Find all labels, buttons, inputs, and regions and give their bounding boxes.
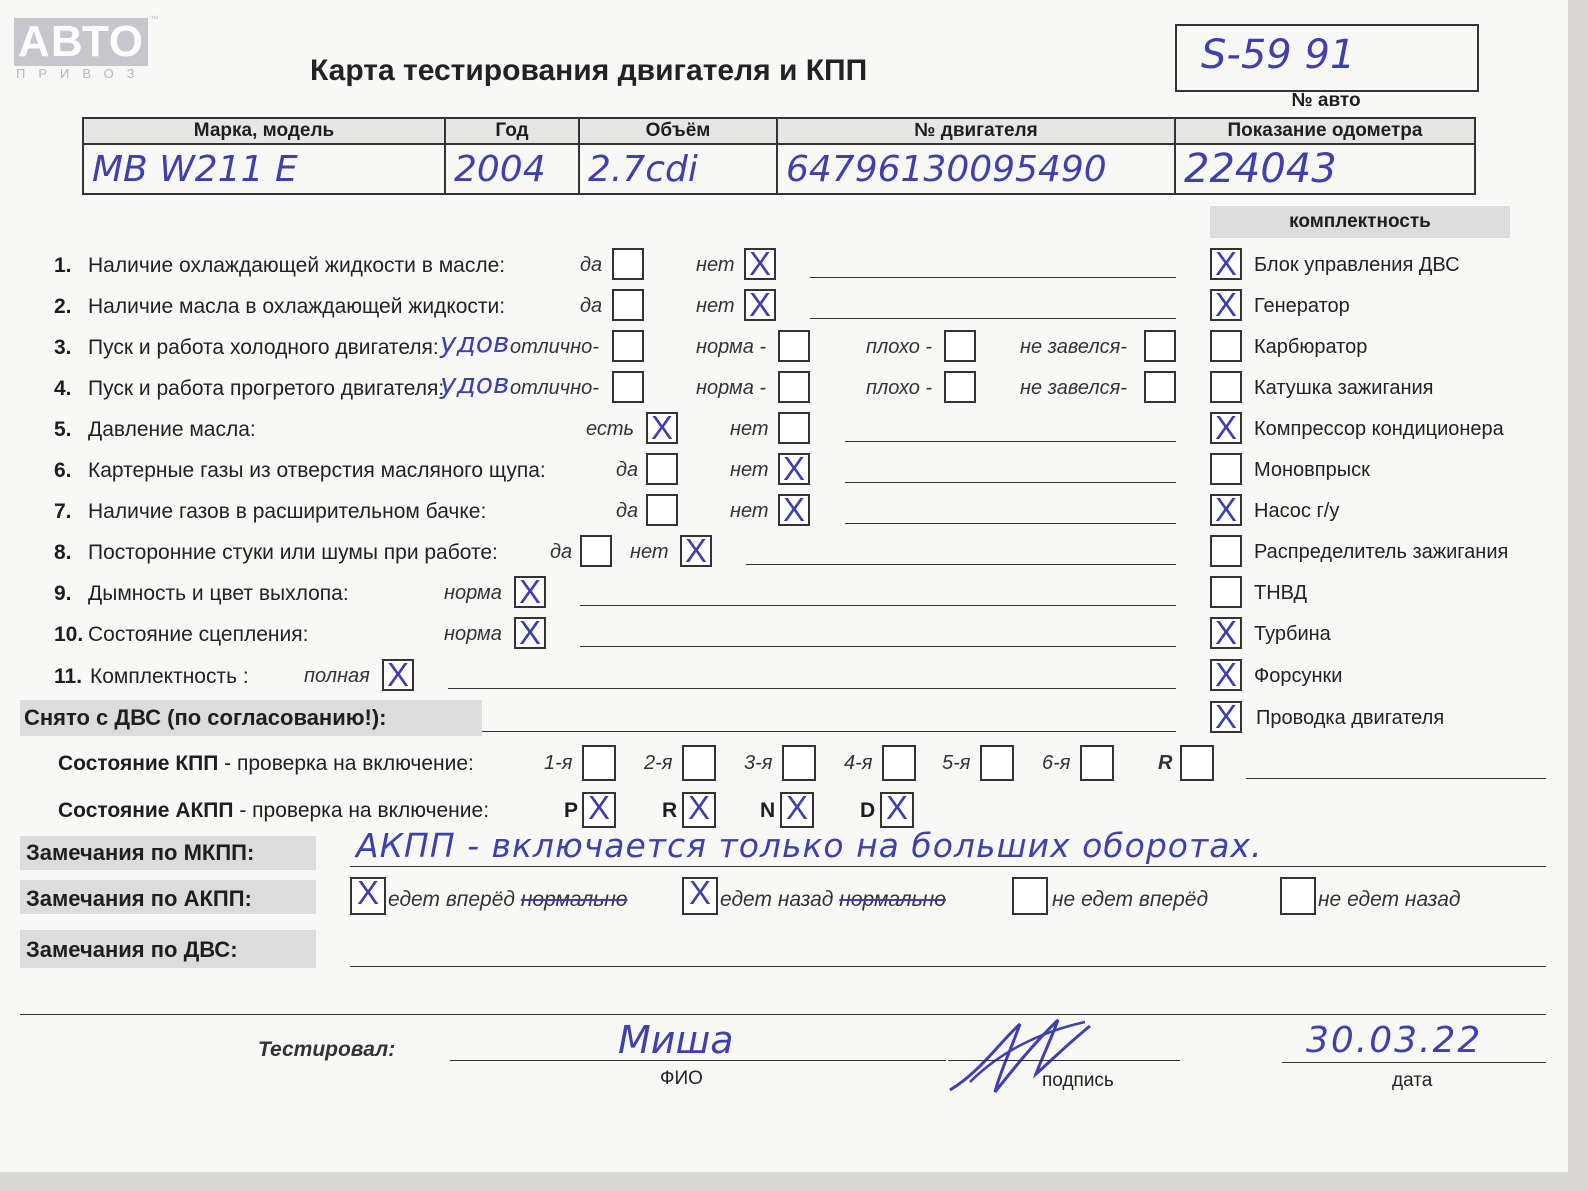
comp-checkbox-3[interactable] [1210, 330, 1242, 362]
comp-checkbox-9[interactable] [1210, 576, 1242, 608]
q3-bad-checkbox[interactable] [944, 330, 976, 362]
q9-number: 9. [54, 582, 72, 605]
volume-value: 2.7cdi [579, 144, 777, 194]
q10-norm-checkbox[interactable] [514, 614, 546, 651]
q5-present-checkbox[interactable] [646, 409, 678, 446]
page-title: Карта тестирования двигателя и КПП [310, 54, 868, 87]
car-number-value: S-59 91 [1201, 32, 1356, 78]
name-line [450, 1060, 946, 1061]
q7-text: Наличие газов в расширительном бачке: [88, 500, 487, 523]
tested-by-label: Тестировал: [258, 1038, 396, 1061]
kpp-gear-2-label: 2-я [644, 752, 673, 774]
kpp-gear-3-checkbox[interactable] [782, 745, 816, 781]
engine-no-value: 64796130095490 [777, 144, 1175, 194]
kpp-gear-6-label: 6-я [1042, 752, 1071, 774]
check-mark: X [1214, 409, 1237, 446]
col-volume: Объём [579, 118, 777, 144]
q1-no-label: нет [696, 254, 735, 276]
logo-tm: ™ [150, 14, 159, 24]
q10-norm-label: норма [444, 623, 502, 645]
q9-text: Дымность и цвет выхлопа: [88, 582, 349, 605]
q6-yes-checkbox[interactable] [646, 453, 678, 485]
akpp-no-forward-label: не едет вперёд [1052, 888, 1209, 911]
akpp-remarks-label: Замечания по АКПП: [26, 886, 252, 911]
akpp-n-checkbox[interactable] [780, 789, 814, 828]
model-value: MB W211 E [83, 144, 445, 194]
q11-text: Комплектность : [90, 665, 249, 688]
comp-checkbox-4[interactable] [1210, 371, 1242, 403]
comp-checkbox-2[interactable] [1210, 286, 1242, 323]
mkpp-line [350, 866, 1546, 867]
vehicle-table [82, 117, 1476, 195]
akpp-d-label: D [860, 799, 876, 822]
q3-note: удов [440, 326, 510, 359]
comp-label-6: Моновпрыск [1254, 459, 1370, 481]
q8-no-label: нет [630, 541, 669, 563]
q2-no-label: нет [696, 295, 735, 317]
q3-excellent-label: отлично- [510, 336, 599, 358]
q2-yes-checkbox[interactable] [612, 289, 644, 321]
comp-label-12: Проводка двигателя [1256, 707, 1445, 729]
akpp-forward-label [388, 888, 627, 912]
test-date: 30.03.22 [1306, 1020, 1483, 1061]
q7-number: 7. [54, 500, 72, 523]
check-mark: X [748, 286, 771, 323]
name-caption: ФИО [660, 1068, 703, 1089]
check-mark: X [1214, 614, 1237, 651]
q9-line [580, 605, 1176, 606]
kpp-gear-1-checkbox[interactable] [582, 745, 616, 781]
check-mark: X [782, 491, 805, 528]
q5-present-label: есть [586, 418, 635, 440]
comp-checkbox-12[interactable] [1210, 698, 1242, 735]
comp-checkbox-6[interactable] [1210, 453, 1242, 485]
q6-no-label: нет [730, 459, 769, 481]
comp-checkbox-11[interactable] [1210, 656, 1242, 693]
mkpp-label: Замечания по МКПП: [26, 840, 255, 865]
q3-nostart-checkbox[interactable] [1144, 330, 1176, 362]
akpp-label-rest: - проверка на включение: [233, 799, 490, 822]
q2-number: 2. [54, 295, 72, 318]
q4-note: удов [440, 367, 510, 400]
q9-norm-label: норма [444, 582, 502, 604]
q10-line [580, 646, 1176, 647]
col-engine-no: № двигателя [777, 118, 1175, 144]
q4-bad-checkbox[interactable] [944, 371, 976, 403]
completeness-title: комплектность [1289, 211, 1431, 232]
q5-number: 5. [54, 418, 72, 441]
q11-full-checkbox[interactable] [382, 656, 414, 693]
check-mark: X [518, 614, 541, 651]
akpp-reverse-checkbox[interactable] [682, 874, 718, 915]
q8-text: Посторонние стуки или шумы при работе: [88, 541, 498, 564]
q8-no-checkbox[interactable] [680, 532, 712, 569]
q6-line [845, 482, 1176, 483]
q3-normal-checkbox[interactable] [778, 330, 810, 362]
kpp-gear-5-checkbox[interactable] [980, 745, 1014, 781]
col-model: Марка, модель [83, 118, 445, 144]
kpp-line [1246, 778, 1546, 779]
q1-number: 1. [54, 254, 72, 277]
q5-no-checkbox[interactable] [778, 412, 810, 444]
kpp-gear-6-checkbox[interactable] [1080, 745, 1114, 781]
comp-label-3: Карбюратор [1254, 336, 1368, 358]
q7-no-checkbox[interactable] [778, 491, 810, 528]
comp-label-5: Компрессор кондиционера [1254, 418, 1504, 440]
check-mark: X [782, 450, 805, 487]
dvs-line [350, 966, 1546, 967]
q1-yes-label: да [580, 254, 603, 276]
odometer-value: 224043 [1175, 144, 1475, 194]
check-mark: X [386, 656, 409, 693]
signature-caption: подпись [1042, 1070, 1114, 1091]
q2-line [810, 318, 1176, 319]
kpp-gear-4-checkbox[interactable] [882, 745, 916, 781]
comp-label-7: Насос г/у [1254, 500, 1340, 522]
q2-text: Наличие масла в охлаждающей жидкости: [88, 295, 506, 318]
kpp-gear-1-label: 1-я [544, 752, 573, 774]
akpp-reverse-text: едет назад [720, 888, 834, 911]
check-mark: X [684, 532, 707, 569]
akpp-forward-struck: нормально [520, 888, 628, 911]
logo-subtitle: ПРИВОЗ [16, 66, 148, 81]
q4-excellent-checkbox[interactable] [612, 371, 644, 403]
q3-excellent-checkbox[interactable] [612, 330, 644, 362]
q10-text: Состояние сцепления: [88, 623, 309, 646]
q6-text: Картерные газы из отверстия масляного щупа: [88, 459, 546, 482]
car-number-box [1175, 24, 1479, 92]
q4-bad-label: плохо - [866, 377, 933, 399]
q4-text: Пуск и работа прогретого двигателя: [88, 377, 445, 400]
akpp-r-checkbox[interactable] [682, 789, 716, 828]
check-mark: X [1214, 491, 1237, 528]
comp-label-1: Блок управления ДВС [1254, 254, 1460, 276]
tester-name: Миша [618, 1018, 734, 1062]
akpp-forward-text: едет вперёд [388, 888, 515, 911]
akpp-no-reverse-label: не едет назад [1318, 888, 1461, 911]
comp-checkbox-8[interactable] [1210, 535, 1242, 567]
q7-line [845, 523, 1176, 524]
q1-line [810, 277, 1176, 278]
akpp-reverse-struck: нормально [839, 888, 946, 911]
removed-label: Снято с ДВС (по согласованию!): [24, 705, 387, 730]
q4-normal-checkbox[interactable] [778, 371, 810, 403]
comp-label-11: Форсунки [1254, 665, 1343, 687]
akpp-n-label: N [760, 799, 776, 822]
q3-number: 3. [54, 336, 72, 359]
date-caption: дата [1392, 1070, 1433, 1091]
q4-nostart-checkbox[interactable] [1144, 371, 1176, 403]
dvs-remarks-label: Замечания по ДВС: [26, 937, 238, 962]
q2-no-checkbox[interactable] [744, 286, 776, 323]
check-mark: X [1214, 698, 1237, 735]
kpp-gear-5-label: 5-я [942, 752, 971, 774]
q3-bad-label: плохо - [866, 336, 933, 358]
q6-number: 6. [54, 459, 72, 482]
q11-number: 11. [54, 665, 83, 688]
q1-text: Наличие охлаждающей жидкости в масле: [88, 254, 506, 277]
q1-no-checkbox[interactable] [744, 245, 776, 282]
comp-checkbox-1[interactable] [1210, 245, 1242, 282]
akpp-forward-checkbox[interactable] [350, 874, 386, 915]
akpp-label [58, 799, 489, 823]
col-year: Год [445, 118, 579, 144]
akpp-no-forward-checkbox[interactable] [1012, 877, 1048, 915]
comp-checkbox-7[interactable] [1210, 491, 1242, 528]
check-mark: X [688, 874, 711, 911]
q7-no-label: нет [730, 500, 769, 522]
q5-no-label: нет [730, 418, 769, 440]
q10-number: 10. [54, 623, 84, 646]
kpp-label [58, 752, 474, 776]
check-mark: X [356, 874, 379, 911]
car-number-label: № авто [1291, 90, 1361, 111]
year-value: 2004 [445, 144, 579, 194]
akpp-d-checkbox[interactable] [880, 789, 914, 828]
q3-text: Пуск и работа холодного двигателя: [88, 336, 439, 359]
check-mark: X [1214, 286, 1237, 323]
mkpp-remark: АКПП - включается только на больших оборотах. [356, 826, 1263, 865]
q3-normal-label: норма - [696, 336, 767, 358]
q8-number: 8. [54, 541, 72, 564]
akpp-label-bold: Состояние АКПП [58, 799, 234, 822]
comp-label-8: Распределитель зажигания [1254, 541, 1509, 563]
col-odometer: Показание одометра [1175, 118, 1475, 144]
akpp-p-label: P [564, 799, 579, 822]
logo: АВТО [14, 18, 148, 66]
comp-label-10: Турбина [1254, 623, 1331, 645]
q8-yes-checkbox[interactable] [580, 535, 612, 567]
check-mark: X [518, 573, 541, 610]
q5-line [845, 441, 1176, 442]
kpp-gear-r-label: R [1158, 752, 1173, 774]
q6-yes-label: да [616, 459, 639, 481]
q4-nostart-label: не завелся- [1020, 377, 1127, 399]
kpp-gear-2-checkbox[interactable] [682, 745, 716, 781]
kpp-label-bold: Состояние КПП [58, 752, 219, 775]
check-mark: X [785, 789, 808, 826]
q11-line [448, 688, 1176, 689]
q7-yes-checkbox[interactable] [646, 494, 678, 526]
check-mark: X [687, 789, 710, 826]
comp-label-4: Катушка зажигания [1254, 377, 1434, 399]
kpp-gear-r-checkbox[interactable] [1180, 745, 1214, 781]
check-mark: X [748, 245, 771, 282]
comp-checkbox-5[interactable] [1210, 409, 1242, 446]
q8-yes-label: да [550, 541, 573, 563]
kpp-gear-4-label: 4-я [844, 752, 873, 774]
q7-yes-label: да [616, 500, 639, 522]
signature-line [948, 1060, 1180, 1061]
q1-yes-checkbox[interactable] [612, 248, 644, 280]
check-mark: X [1214, 656, 1237, 693]
q4-normal-label: норма - [696, 377, 767, 399]
kpp-label-rest: - проверка на включение: [218, 752, 474, 775]
comp-label-2: Генератор [1254, 295, 1350, 317]
akpp-r-label: R [662, 799, 678, 822]
check-mark: X [587, 789, 610, 826]
q9-norm-checkbox[interactable] [514, 573, 546, 610]
q11-full-label: полная [304, 665, 370, 687]
kpp-gear-3-label: 3-я [744, 752, 773, 774]
q5-text: Давление масла: [88, 418, 256, 441]
q6-no-checkbox[interactable] [778, 450, 810, 487]
q2-yes-label: да [580, 295, 603, 317]
comp-checkbox-10[interactable] [1210, 614, 1242, 651]
q8-line [746, 564, 1176, 565]
q4-number: 4. [54, 377, 72, 400]
q3-nostart-label: не завелся- [1020, 336, 1127, 358]
comp-label-9: ТНВД [1254, 582, 1308, 604]
akpp-reverse-label [720, 888, 946, 912]
q4-excellent-label: отлично- [510, 377, 599, 399]
separator-line [20, 1014, 1546, 1015]
removed-line [482, 731, 1176, 732]
akpp-no-reverse-checkbox[interactable] [1280, 877, 1316, 915]
check-mark: X [650, 409, 673, 446]
check-mark: X [1214, 245, 1237, 282]
check-mark: X [885, 789, 908, 826]
date-line [1282, 1062, 1546, 1063]
akpp-p-checkbox[interactable] [582, 789, 616, 828]
